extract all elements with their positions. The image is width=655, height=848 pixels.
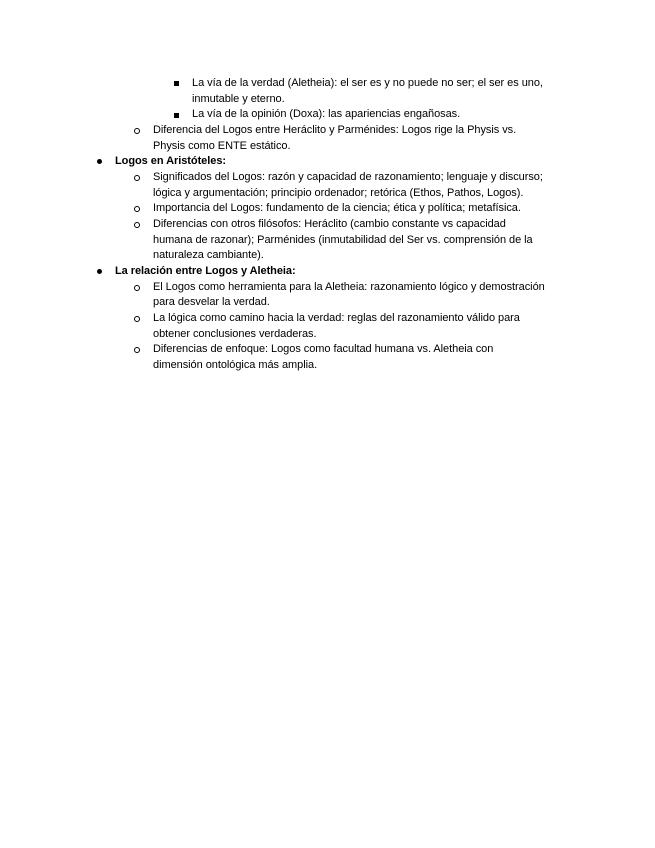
list-item-text: obtener conclusiones verdaderas. [153, 328, 317, 340]
list-item-text: Physis como ENTE estático. [153, 140, 291, 152]
disc-bullet-icon [97, 269, 102, 274]
circle-bullet-icon [134, 175, 140, 181]
circle-bullet-icon [134, 206, 140, 212]
list-item-text: La vía de la verdad (Aletheia): el ser es y no puede no ser; el ser es uno, [192, 77, 543, 89]
circle-bullet-icon [134, 285, 140, 291]
list-item-text: Diferencias de enfoque: Logos como facultad humana vs. Aletheia con [153, 343, 494, 355]
list-item-text: Importancia del Logos: fundamento de la ciencia; ética y política; metafísica. [153, 202, 521, 214]
circle-bullet-icon [134, 222, 140, 228]
list-item-text: dimensión ontológica más amplia. [153, 359, 318, 371]
circle-bullet-icon [134, 128, 140, 134]
list-item-text: La vía de la opinión (Doxa): las apariencias engañosas. [192, 108, 461, 120]
disc-bullet-icon [97, 159, 102, 164]
square-bullet-icon [174, 81, 179, 86]
list-item-text: para desvelar la verdad. [153, 296, 270, 308]
list-item-text: lógica y argumentación; principio ordenador; retórica (Ethos, Pathos, Logos). [153, 187, 524, 199]
circle-bullet-icon [134, 316, 140, 322]
list-item-text: Significados del Logos: razón y capacidad de razonamiento; lenguaje y discurso; [153, 171, 543, 183]
list-item-text: humana de razonar); Parménides (inmutabilidad del Ser vs. comprensión de la [153, 234, 533, 246]
list-item-text: naturaleza cambiante). [153, 249, 264, 261]
section-heading: La relación entre Logos y Aletheia: [115, 265, 296, 277]
list-item-text: La lógica como camino hacia la verdad: reglas del razonamiento válido para [153, 312, 520, 324]
list-item-text: El Logos como herramienta para la Aletheia: razonamiento lógico y demostración [153, 281, 545, 293]
section-heading: Logos en Aristóteles: [115, 155, 227, 167]
list-item-text: Diferencias con otros filósofos: Heráclito (cambio constante vs capacidad [153, 218, 506, 230]
list-item-text: inmutable y eterno. [192, 93, 285, 105]
list-item-text: Diferencia del Logos entre Heráclito y Parménides: Logos rige la Physis vs. [153, 124, 517, 136]
square-bullet-icon [174, 113, 179, 118]
circle-bullet-icon [134, 347, 140, 353]
